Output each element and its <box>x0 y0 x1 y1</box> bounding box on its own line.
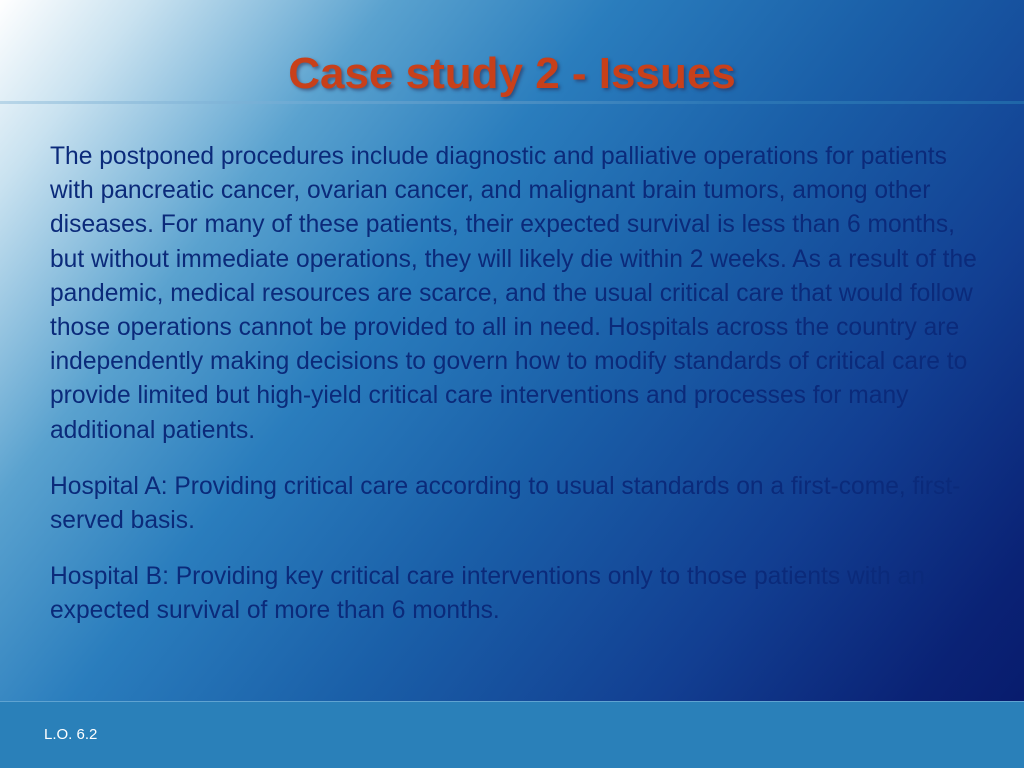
footer-band <box>0 702 1024 768</box>
title-divider <box>0 101 1024 104</box>
slide-title: Case study 2 - Issues <box>288 49 736 98</box>
learning-objective-label: L.O. 6.2 <box>44 726 98 743</box>
slide-body <box>50 140 990 651</box>
body-paragraph-intro: The postponed procedures include diagnostic and palliative operations for patients with pancreatic cancer, ovarian cancer, and malignant brain tumors, among other diseases. For many of these patients, their expected survival is less than 6 months, but without immediate operations, they will likely die within 2 weeks. As a result of the pandemic, medical resources are scarce, and the usual critical care that would follow those operations cannot be provided to all in need. Hospitals across the country are independently making decisions to govern how to modify standards of critical care to provide limited but high-yield critical care interventions and processes for many additional patients. <box>50 143 977 444</box>
body-paragraph-hospital-a: Hospital A: Providing critical care according to usual standards on a first-come, first-served basis. <box>50 472 961 535</box>
body-paragraph-hospital-b: Hospital B: Providing key critical care interventions only to those patients with an expected survival of more than 6 months. <box>50 563 925 625</box>
